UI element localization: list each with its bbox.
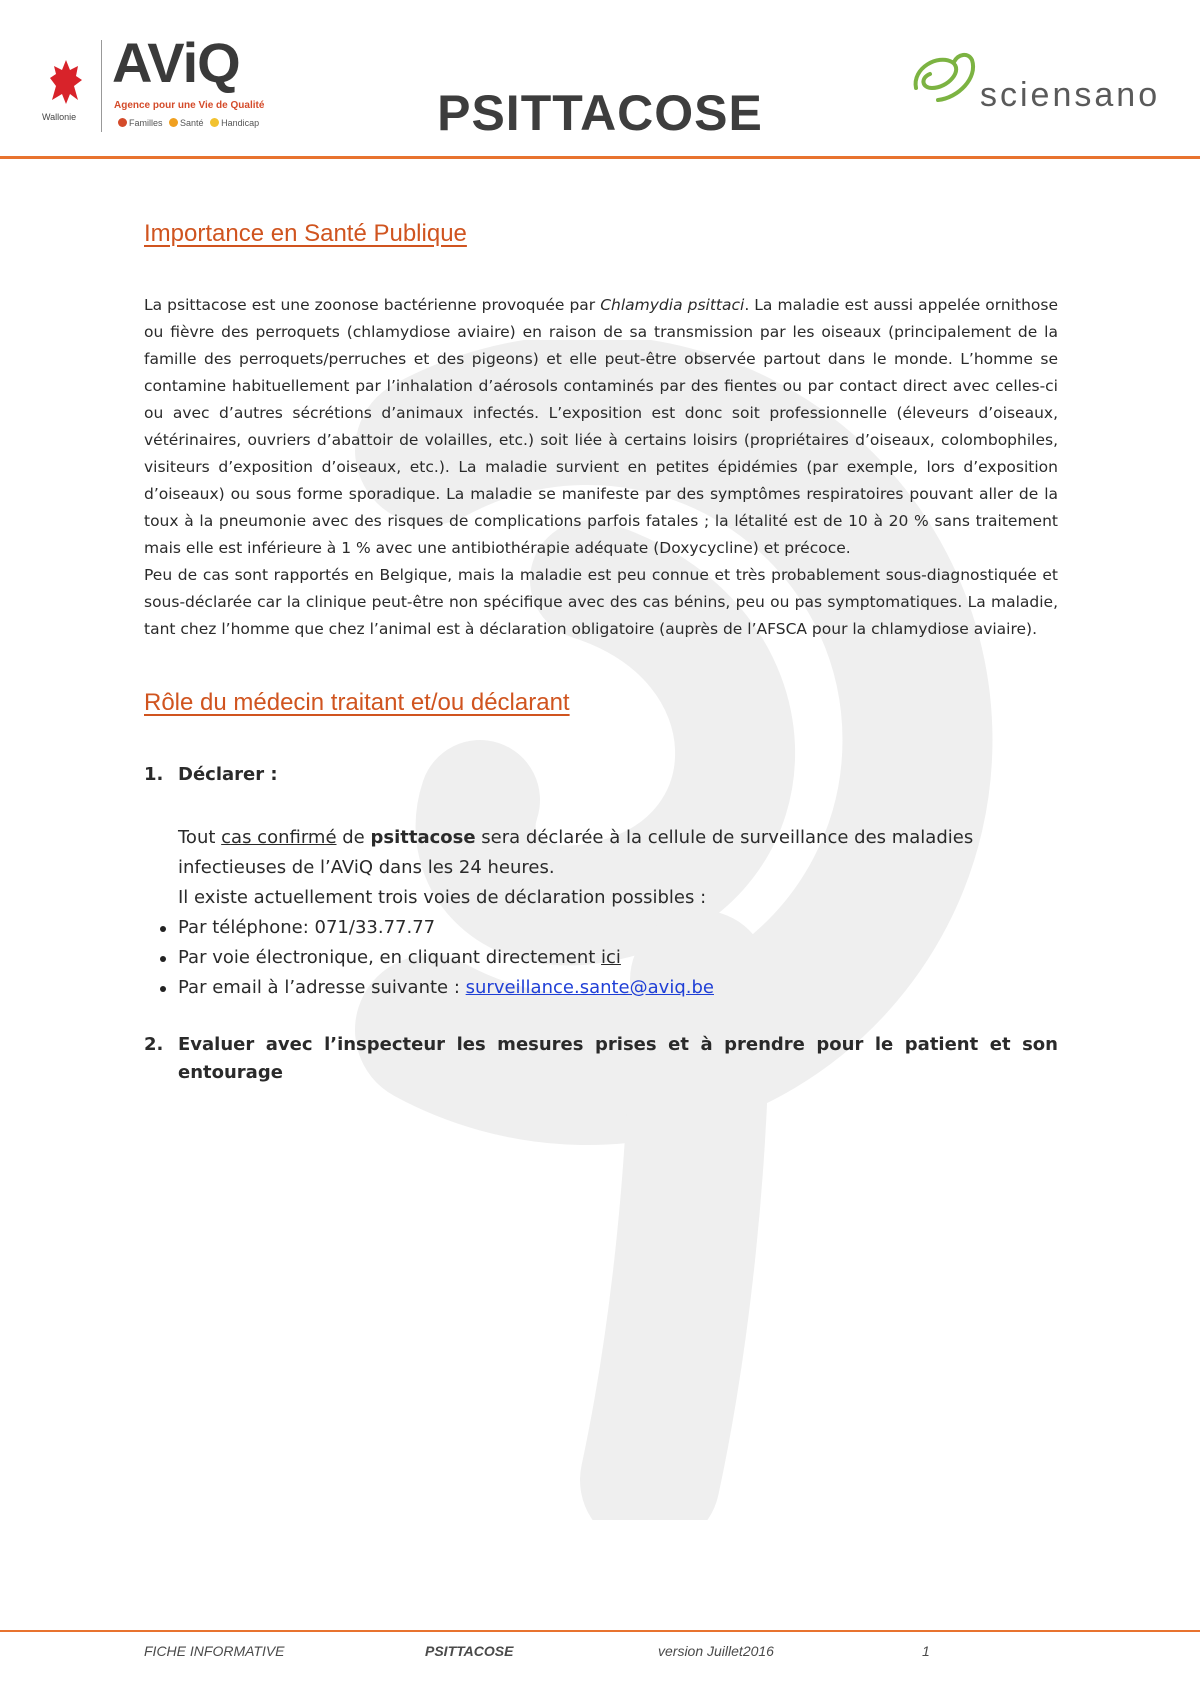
sciensano-wordmark: sciensano	[980, 76, 1161, 114]
p1-rest: . La maladie est aussi appelée ornithose ou fièvre des perroquets (chlamydiose aviaire) en raison de sa transmission par les oiseaux (principalement de la famille des perroquets/perruches et des pigeons) et elle peut-être observée partout dans le monde. L’homme se contamine habituellement par l’inhalation d’aérosols contaminés par des fientes ou par contact direct avec celles-ci ou avec d’autres sécrétions d’animaux infectés. L’exposition est donc soit professionnelle (éleveurs d’oiseaux, vétérinaires, ouvriers d’abattoir de volailles, etc.) soit liée à certains loisirs (propriétaires d’oiseaux, colombophiles, visiteurs d’exposition d’oiseaux, etc.). La maladie survient en petites épidémies (par exemple, lors d’exposition d’oiseaux) ou sous forme sporadique. La maladie se manifeste par des symptômes respiratoires pouvant aller de la toux à la pneumonie avec des risques de complications parfois fatales ; la létalité est de 10 à 20 % sans traitement mais elle est inférieure à 1 % avec une antibiothérapie adéquate (Doxycycline) et précoce.	[144, 296, 1059, 557]
text-segment: Tout	[178, 827, 222, 848]
pillar-sante: Santé	[180, 118, 204, 128]
sciensano-swirl-icon	[908, 48, 984, 108]
wallonia-label: Wallonie	[42, 112, 77, 122]
declaration-sentence	[178, 823, 1058, 883]
p1-start: La psittacose est une zoonose bactérienne provoquée par	[144, 296, 601, 314]
pillar-familles: Familles	[129, 118, 163, 128]
steps-list	[144, 761, 1058, 1087]
option-online-text: Par voie électronique, en cliquant directement	[178, 947, 602, 968]
aviq-wordmark: AViQ	[112, 31, 240, 94]
footer-version: version Juillet2016	[658, 1643, 774, 1659]
step-1-body	[178, 823, 1058, 1003]
text-segment: de	[336, 827, 371, 848]
step-1-label: Déclarer :	[178, 764, 278, 785]
declaration-options	[178, 913, 1058, 1003]
confirmed-case-term: cas confirmé	[221, 827, 337, 848]
option-email-text: Par email à l’adresse suivante :	[178, 977, 466, 998]
bullet-icon	[160, 986, 166, 992]
footer-rule	[0, 1630, 1200, 1632]
option-online	[178, 943, 1058, 973]
step-1-number: 1.	[144, 764, 164, 785]
aviq-tagline: Agence pour une Vie de Qualité	[114, 100, 265, 111]
main-content	[144, 220, 1058, 1087]
page-header	[0, 0, 1200, 160]
disease-term: psittacose	[370, 827, 476, 848]
step-2	[144, 1031, 1058, 1087]
section-heading-doctor-role: Rôle du médecin traitant et/ou déclarant	[144, 689, 570, 716]
bullet-icon	[160, 956, 166, 962]
email-link[interactable]: surveillance.sante@aviq.be	[465, 977, 714, 998]
option-phone-text: Par téléphone: 071/33.77.77	[178, 917, 436, 938]
header-rule	[0, 156, 1200, 159]
pillar-handicap: Handicap	[221, 118, 260, 128]
page-footer	[0, 1643, 1200, 1667]
bullet-icon	[160, 926, 166, 932]
option-email	[178, 973, 1058, 1003]
sciensano-logo	[908, 44, 1178, 124]
option-phone	[178, 913, 1058, 943]
declaration-options-intro: Il existe actuellement trois voies de déclaration possibles :	[178, 887, 707, 908]
page-title: PSITTACOSE	[437, 85, 763, 141]
step-2-text: Evaluer avec l’inspecteur les mesures prises et à prendre pour le patient et son entourage	[178, 1034, 1058, 1083]
pathogen-name: Chlamydia psittaci	[600, 296, 745, 314]
page-number: 1	[922, 1643, 930, 1659]
text-segment: sera déclarée à la cellule de surveillance des maladies infectieuses de l’AViQ dans les 24 heures.	[178, 827, 974, 878]
section-heading-public-health: Importance en Santé Publique	[144, 220, 467, 247]
step-1-title	[144, 761, 1058, 789]
footer-title: PSITTACOSE	[425, 1643, 514, 1659]
step-2-number: 2.	[144, 1034, 164, 1055]
footer-label: FICHE INFORMATIVE	[144, 1643, 285, 1659]
online-declaration-link[interactable]: ici	[601, 947, 621, 968]
public-health-text	[144, 292, 1058, 643]
paragraph-2: Peu de cas sont rapportés en Belgique, mais la maladie est peu connue et très probablement sous-diagnostiquée et sous-déclarée car la clinique peut-être non spécifique avec des cas bénins, peu ou pas symptomatiques. La maladie, tant chez l’homme que chez l’animal est à déclaration obligatoire (auprès de l’AFSCA pour la chlamydiose aviaire).	[144, 566, 1058, 638]
paragraph-1	[144, 292, 1058, 562]
